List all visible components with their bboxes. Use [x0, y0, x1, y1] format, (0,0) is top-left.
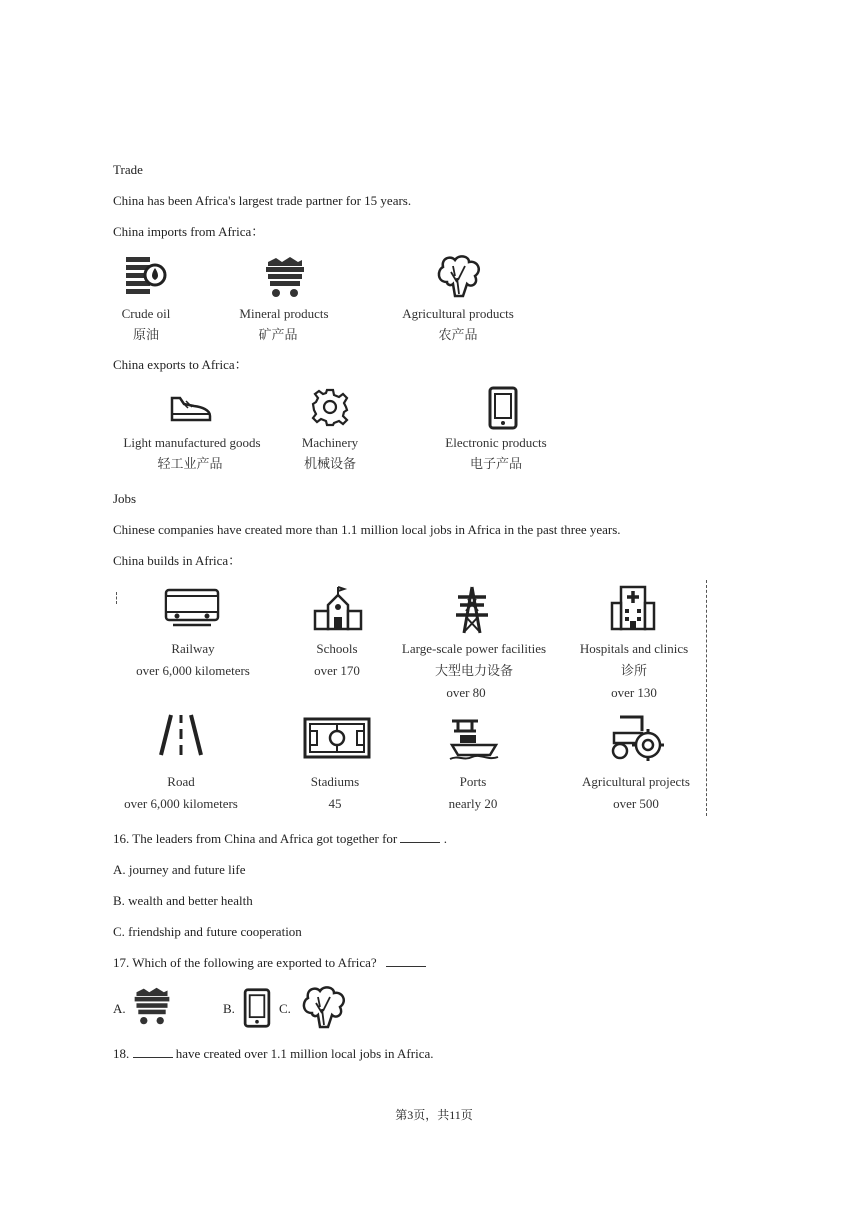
build-name: Road	[167, 774, 195, 789]
broccoli-icon	[433, 252, 485, 300]
mine-cart-icon	[262, 254, 308, 300]
question-18-number: 18.	[113, 1046, 130, 1061]
train-icon	[163, 587, 221, 631]
build-name: Ports	[459, 774, 487, 789]
tablet-icon[interactable]	[242, 987, 272, 1029]
answer-blank[interactable]	[386, 966, 426, 967]
build-name: Railway	[171, 641, 215, 656]
build-name: Agricultural projects	[582, 774, 690, 789]
dashed-border	[706, 580, 707, 816]
option-b[interactable]: B. wealth and better health	[113, 893, 253, 908]
question-18	[113, 1046, 434, 1062]
option-c-label[interactable]: C.	[279, 1001, 291, 1016]
school-icon	[312, 585, 364, 633]
port-ship-icon	[448, 717, 500, 761]
tractor-icon	[608, 713, 664, 763]
option-a-label[interactable]: A.	[113, 1001, 126, 1016]
shoe-icon	[168, 390, 214, 424]
import-label: Crude oil	[121, 306, 171, 321]
build-value: over 80	[446, 685, 486, 700]
build-value: over 6,000 kilometers	[124, 796, 238, 811]
import-label-zh: 原油	[132, 327, 160, 342]
option-a[interactable]: A. journey and future life	[113, 862, 246, 877]
oil-barrel-icon	[123, 253, 167, 297]
build-name: Schools	[316, 641, 358, 656]
export-label-zh: 电子产品	[469, 456, 523, 471]
imports-heading: China imports from Africa：	[113, 224, 265, 239]
question-17-stem: 17. Which of the following are exported to Africa?	[113, 955, 377, 970]
mine-cart-icon[interactable]	[131, 985, 173, 1027]
build-name: Hospitals and clinics	[579, 641, 689, 656]
question-16-end: .	[443, 831, 447, 846]
build-name: Large-scale power facilities	[401, 641, 547, 656]
exports-heading: China exports to Africa：	[113, 357, 248, 372]
broccoli-icon[interactable]	[298, 983, 350, 1031]
build-name-zh: 大型电力设备	[434, 663, 514, 678]
build-name-zh: 诊所	[620, 663, 648, 678]
build-value: over 6,000 kilometers	[136, 663, 250, 678]
page-footer: 第3页，共11页	[395, 1108, 473, 1122]
jobs-heading: Jobs	[113, 491, 137, 506]
power-tower-icon	[452, 585, 492, 635]
jobs-fact: Chinese companies have created more than 1.1 million local jobs in Africa in the past three years.	[113, 522, 621, 537]
build-value: over 170	[314, 663, 360, 678]
option-b-label[interactable]: B.	[223, 1001, 235, 1016]
import-label: Mineral products	[239, 306, 329, 321]
build-value: 45	[328, 796, 342, 811]
export-label: Machinery	[301, 435, 359, 450]
import-label-zh: 农产品	[438, 327, 478, 342]
tablet-icon	[487, 385, 519, 431]
trade-heading: Trade	[113, 162, 143, 177]
export-label-zh: 轻工业产品	[157, 456, 223, 471]
export-label: Light manufactured goods	[123, 435, 261, 450]
answer-blank[interactable]	[400, 842, 440, 843]
export-label-zh: 机械设备	[303, 456, 357, 471]
answer-blank[interactable]	[133, 1057, 173, 1058]
build-value: nearly 20	[448, 796, 498, 811]
build-value: over 130	[611, 685, 657, 700]
build-name: Stadiums	[310, 774, 360, 789]
build-value: over 500	[613, 796, 659, 811]
import-label: Agricultural products	[402, 306, 514, 321]
option-c[interactable]: C. friendship and future cooperation	[113, 924, 302, 939]
question-18-rest: have created over 1.1 million local jobs in Africa.	[175, 1046, 434, 1061]
question-17	[113, 955, 426, 971]
question-16	[113, 831, 447, 847]
hospital-icon	[609, 585, 657, 631]
dashed-border	[116, 592, 117, 604]
export-label: Electronic products	[445, 435, 547, 450]
import-label-zh: 矿产品	[258, 327, 298, 342]
question-16-stem: 16. The leaders from China and Africa got together for	[113, 831, 398, 846]
gear-icon	[310, 387, 350, 427]
road-icon	[157, 712, 205, 758]
stadium-icon	[303, 717, 371, 759]
builds-heading: China builds in Africa：	[113, 553, 242, 568]
trade-fact: China has been Africa's largest trade partner for 15 years.	[113, 193, 412, 208]
